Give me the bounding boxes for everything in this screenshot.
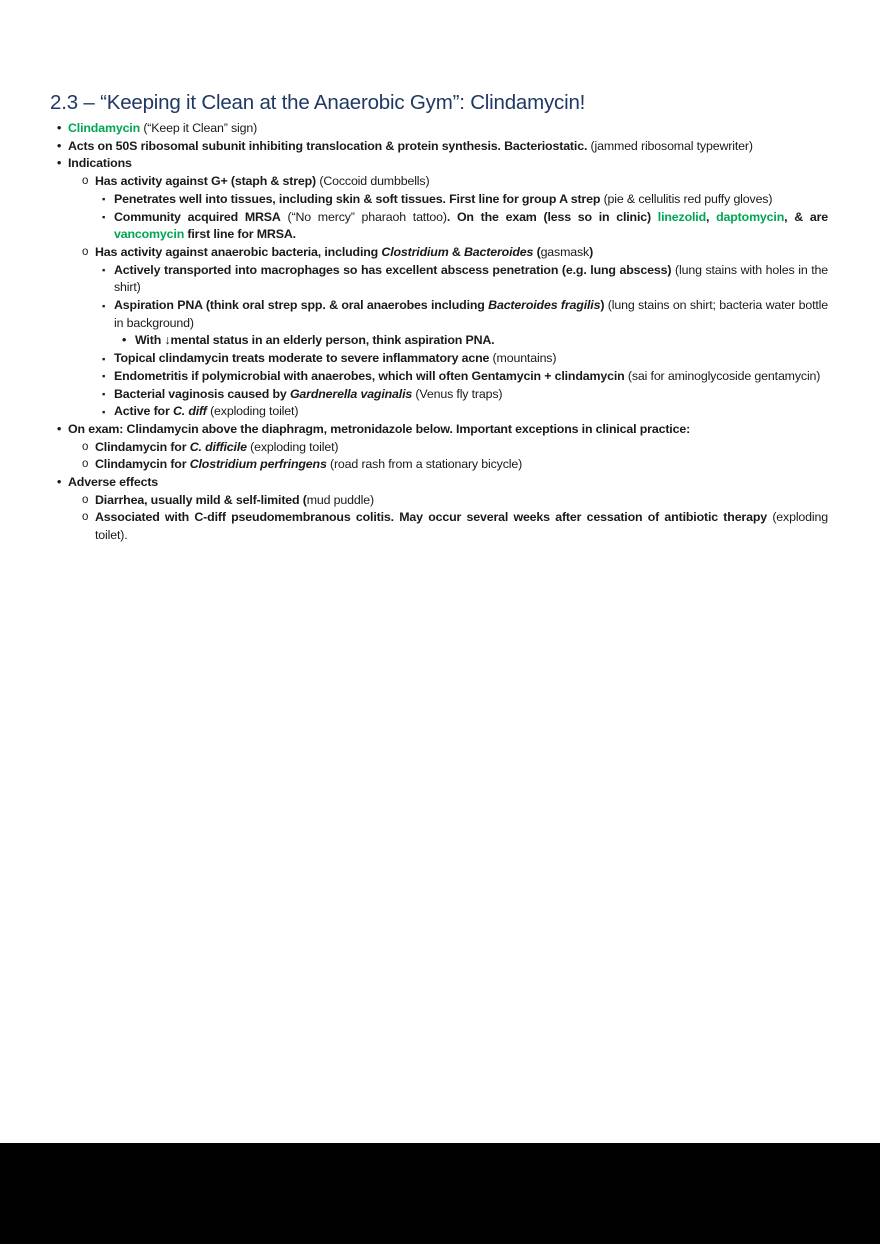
list-item bbox=[0, 191, 880, 209]
text-segment: C. diff bbox=[172, 404, 207, 419]
text-segment: Clindamycin bbox=[68, 121, 141, 135]
text-segment: (exploding toilet). bbox=[95, 510, 828, 543]
bullet-icon: ▪ bbox=[102, 389, 106, 401]
text-segment: (Venus fly traps) bbox=[412, 386, 503, 401]
text-segment: & bbox=[448, 244, 464, 259]
list-item bbox=[0, 120, 880, 138]
bullet-icon: o bbox=[82, 511, 89, 524]
text-segment: Has activity against G+ (staph & strep) bbox=[95, 174, 317, 189]
list-item bbox=[0, 138, 880, 156]
list-item bbox=[0, 456, 880, 474]
list-item bbox=[0, 155, 880, 173]
text-segment: Clostridium perfringens bbox=[189, 457, 327, 472]
text-segment: (sai for aminoglycoside gentamycin) bbox=[624, 368, 821, 383]
text-segment: (“No mercy” pharaoh tattoo) bbox=[280, 209, 447, 224]
notes-list bbox=[0, 120, 880, 545]
list-item bbox=[0, 297, 880, 332]
list-item bbox=[0, 262, 880, 297]
text-segment: Clindamycin for bbox=[95, 457, 190, 472]
text-segment: , bbox=[706, 209, 717, 224]
text-segment: ) bbox=[589, 244, 594, 259]
text-segment: (Coccoid dumbbells) bbox=[316, 174, 430, 189]
page-title: 2.3 – “Keeping it Clean at the Anaerobic Gym”: Clindamycin! bbox=[50, 91, 586, 114]
text-segment: Has activity against anaerobic bacteria, including bbox=[95, 244, 382, 259]
bullet-icon: • bbox=[57, 421, 62, 436]
text-segment: With ↓mental status in an elderly person, think aspiration PNA. bbox=[135, 333, 495, 348]
text-segment: (road rash from a stationary bicycle) bbox=[326, 457, 523, 472]
text-segment: On exam: Clindamycin above the diaphragm, metronidazole below. Important exceptions in clinical practice: bbox=[68, 421, 691, 436]
bullet-icon: o bbox=[82, 175, 89, 188]
bullet-icon: ▪ bbox=[102, 194, 106, 206]
bullet-icon: ▪ bbox=[102, 406, 106, 418]
footer-black-bar bbox=[0, 1143, 880, 1244]
list-item bbox=[0, 403, 880, 421]
text-segment: Clindamycin for bbox=[95, 439, 190, 454]
text-segment: Gardnerella vaginalis bbox=[289, 386, 413, 401]
bullet-icon: ▪ bbox=[102, 300, 106, 312]
text-segment: Penetrates well into tissues, including skin & soft tissues. First line for group A strep bbox=[114, 191, 601, 206]
list-item bbox=[0, 474, 880, 492]
text-segment: (exploding toilet) bbox=[246, 439, 339, 454]
text-segment: Bacteroides bbox=[463, 244, 534, 259]
bullet-icon: • bbox=[57, 156, 62, 171]
text-segment: daptomycin bbox=[716, 209, 785, 224]
bullet-icon: ▪ bbox=[102, 371, 106, 383]
text-segment: Aspiration PNA (think oral strep spp. & oral anaerobes including bbox=[114, 298, 489, 313]
text-segment: Indications bbox=[68, 156, 132, 171]
bullet-icon: o bbox=[82, 493, 89, 506]
text-segment: (lung stains on shirt; bacteria water bottle in background) bbox=[114, 298, 828, 330]
text-segment: . On the exam (less so in clinic) bbox=[446, 209, 658, 224]
text-segment: (mountains) bbox=[489, 351, 557, 366]
text-segment: Adverse effects bbox=[68, 475, 159, 490]
text-segment: vancomycin bbox=[114, 227, 185, 242]
text-segment: (exploding toilet) bbox=[206, 404, 299, 419]
list-item bbox=[0, 386, 880, 404]
text-segment: Bacterial vaginosis caused by bbox=[114, 386, 290, 401]
text-segment: linezolid bbox=[657, 209, 706, 224]
list-item bbox=[0, 368, 880, 386]
list-item bbox=[0, 439, 880, 457]
list-item bbox=[0, 421, 880, 439]
text-segment: ) bbox=[600, 298, 605, 313]
bullet-icon: • bbox=[57, 138, 62, 153]
list-item bbox=[0, 332, 880, 350]
text-segment: (lung stains with holes in the shirt) bbox=[114, 262, 828, 295]
text-segment: Actively transported into macrophages so has excellent abscess penetration (e.g. lung abscess) bbox=[114, 262, 672, 277]
text-segment: C. difficile bbox=[189, 439, 247, 454]
text-segment: (jammed ribosomal typewriter) bbox=[587, 138, 753, 153]
list-item bbox=[0, 209, 880, 244]
text-segment: ( bbox=[533, 244, 541, 259]
text-segment: Community acquired MRSA bbox=[114, 209, 281, 224]
bullet-icon: • bbox=[57, 121, 62, 135]
bullet-icon: • bbox=[57, 475, 62, 490]
list-item bbox=[0, 244, 880, 262]
bullet-icon: o bbox=[82, 458, 89, 471]
text-segment: Associated with C-diff pseudomembranous colitis. May occur several weeks after cessation of antibiotic therapy bbox=[95, 510, 768, 525]
text-segment: mud puddle) bbox=[306, 492, 374, 507]
bullet-icon: ▪ bbox=[102, 353, 106, 365]
text-segment: Clostridium bbox=[381, 244, 449, 259]
text-segment: Endometritis if polymicrobial with anaerobes, which will often Gentamycin + clindamycin bbox=[114, 368, 625, 383]
text-segment: first line for MRSA. bbox=[184, 227, 296, 242]
bullet-icon: o bbox=[82, 440, 89, 453]
bullet-icon: • bbox=[122, 333, 127, 348]
text-segment: gasmask bbox=[540, 244, 590, 259]
text-segment: Acts on 50S ribosomal subunit inhibiting translocation & protein synthesis. Bacteriostatic. bbox=[68, 138, 588, 153]
text-segment: , & are bbox=[784, 209, 828, 224]
bullet-icon: ▪ bbox=[102, 265, 106, 277]
list-item bbox=[0, 509, 880, 544]
text-segment: Active for bbox=[114, 404, 173, 419]
list-item bbox=[0, 492, 880, 510]
text-segment: (pie & cellulitis red puffy gloves) bbox=[600, 191, 773, 206]
bullet-icon: ▪ bbox=[102, 212, 106, 224]
list-item bbox=[0, 350, 880, 368]
text-segment: Diarrhea, usually mild & self-limited ( bbox=[95, 492, 307, 507]
text-segment: Topical clindamycin treats moderate to severe inflammatory acne bbox=[114, 351, 490, 366]
bullet-icon: o bbox=[82, 245, 89, 258]
text-segment: Bacteroides fragilis bbox=[488, 298, 601, 313]
list-item bbox=[0, 173, 880, 191]
text-segment: (“Keep it Clean” sign) bbox=[140, 121, 258, 135]
